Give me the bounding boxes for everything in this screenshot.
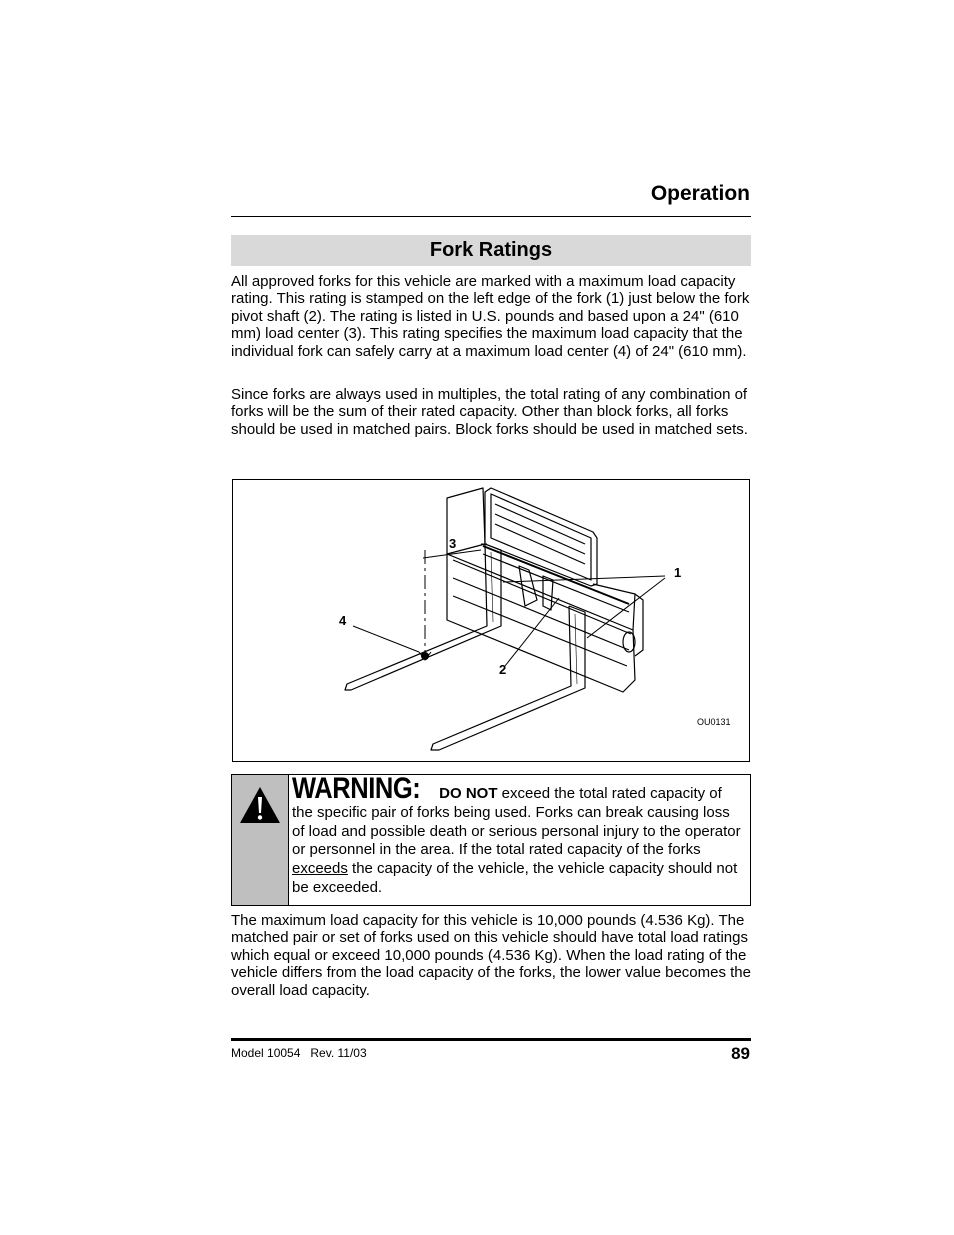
fork-illustration bbox=[233, 480, 749, 761]
footer-rule bbox=[231, 1038, 751, 1041]
warning-underlined: exceeds bbox=[292, 860, 348, 878]
footer-info bbox=[231, 1046, 377, 1060]
callout-2: 2 bbox=[499, 662, 507, 677]
fork-diagram bbox=[232, 479, 750, 762]
paragraph-intro: All approved forks for this vehicle are marked with a maximum load capacity rating. This rating is stamped on the left edge of the fork (1) just below the fork pivot shaft (2). The rating is listed in U.S. pounds and based upon a 24" (610 mm) load center (3). This rating specifies the maximum load capacity that the individual fork can safely carry at a maximum load center (4) of 24" (610 mm). bbox=[231, 273, 750, 360]
footer-rev: Rev. 11/03 bbox=[310, 1046, 367, 1060]
pivot-shaft bbox=[483, 546, 629, 604]
warning-triangle-icon bbox=[238, 785, 282, 825]
warning-text bbox=[292, 772, 744, 898]
footer-model: Model 10054 bbox=[231, 1046, 301, 1060]
paragraph-capacity: The maximum load capacity for this vehicle is 10,000 pounds (4.536 Kg). The matched pair or set of forks used on this vehicle should have total load ratings which equal or exceed 10,000 pounds (4.536 Kg). When the load rating of the vehicle differs from the load capacity of the forks, the lower value becomes the overall load capacity. bbox=[231, 912, 751, 999]
callout-3: 3 bbox=[449, 536, 457, 551]
warning-heading: WARNING: bbox=[292, 772, 421, 805]
warning-box bbox=[231, 774, 751, 906]
header-rule bbox=[231, 216, 751, 217]
page-number: 89 bbox=[731, 1044, 750, 1063]
warning-text-a: exceed the total rated capacity of the specific pair of forks being used. Forks can break causing loss of load and possible death or serious personal injury to the operator or personnel in the area. If the total rated capacity of the forks bbox=[292, 785, 741, 859]
page-title: Fork Ratings bbox=[429, 239, 553, 261]
paragraph-multiples: Since forks are always used in multiples, the total rating of any combination of forks will be the sum of their rated capacity. Other than block forks, all forks should be used in matched pairs. Block forks should be used in matched sets. bbox=[231, 386, 748, 438]
callout-1: 1 bbox=[674, 565, 682, 580]
section-title: Operation bbox=[650, 182, 750, 205]
warning-text-b: the capacity of the vehicle, the vehicle capacity should not be exceeded. bbox=[292, 860, 738, 896]
title-bar bbox=[231, 235, 751, 266]
load-backrest bbox=[485, 488, 597, 586]
callout-4: 4 bbox=[339, 613, 347, 628]
figure-code: OU0131 bbox=[697, 717, 731, 727]
warning-sidebar bbox=[232, 775, 289, 905]
warning-do-not: DO NOT bbox=[439, 785, 498, 802]
